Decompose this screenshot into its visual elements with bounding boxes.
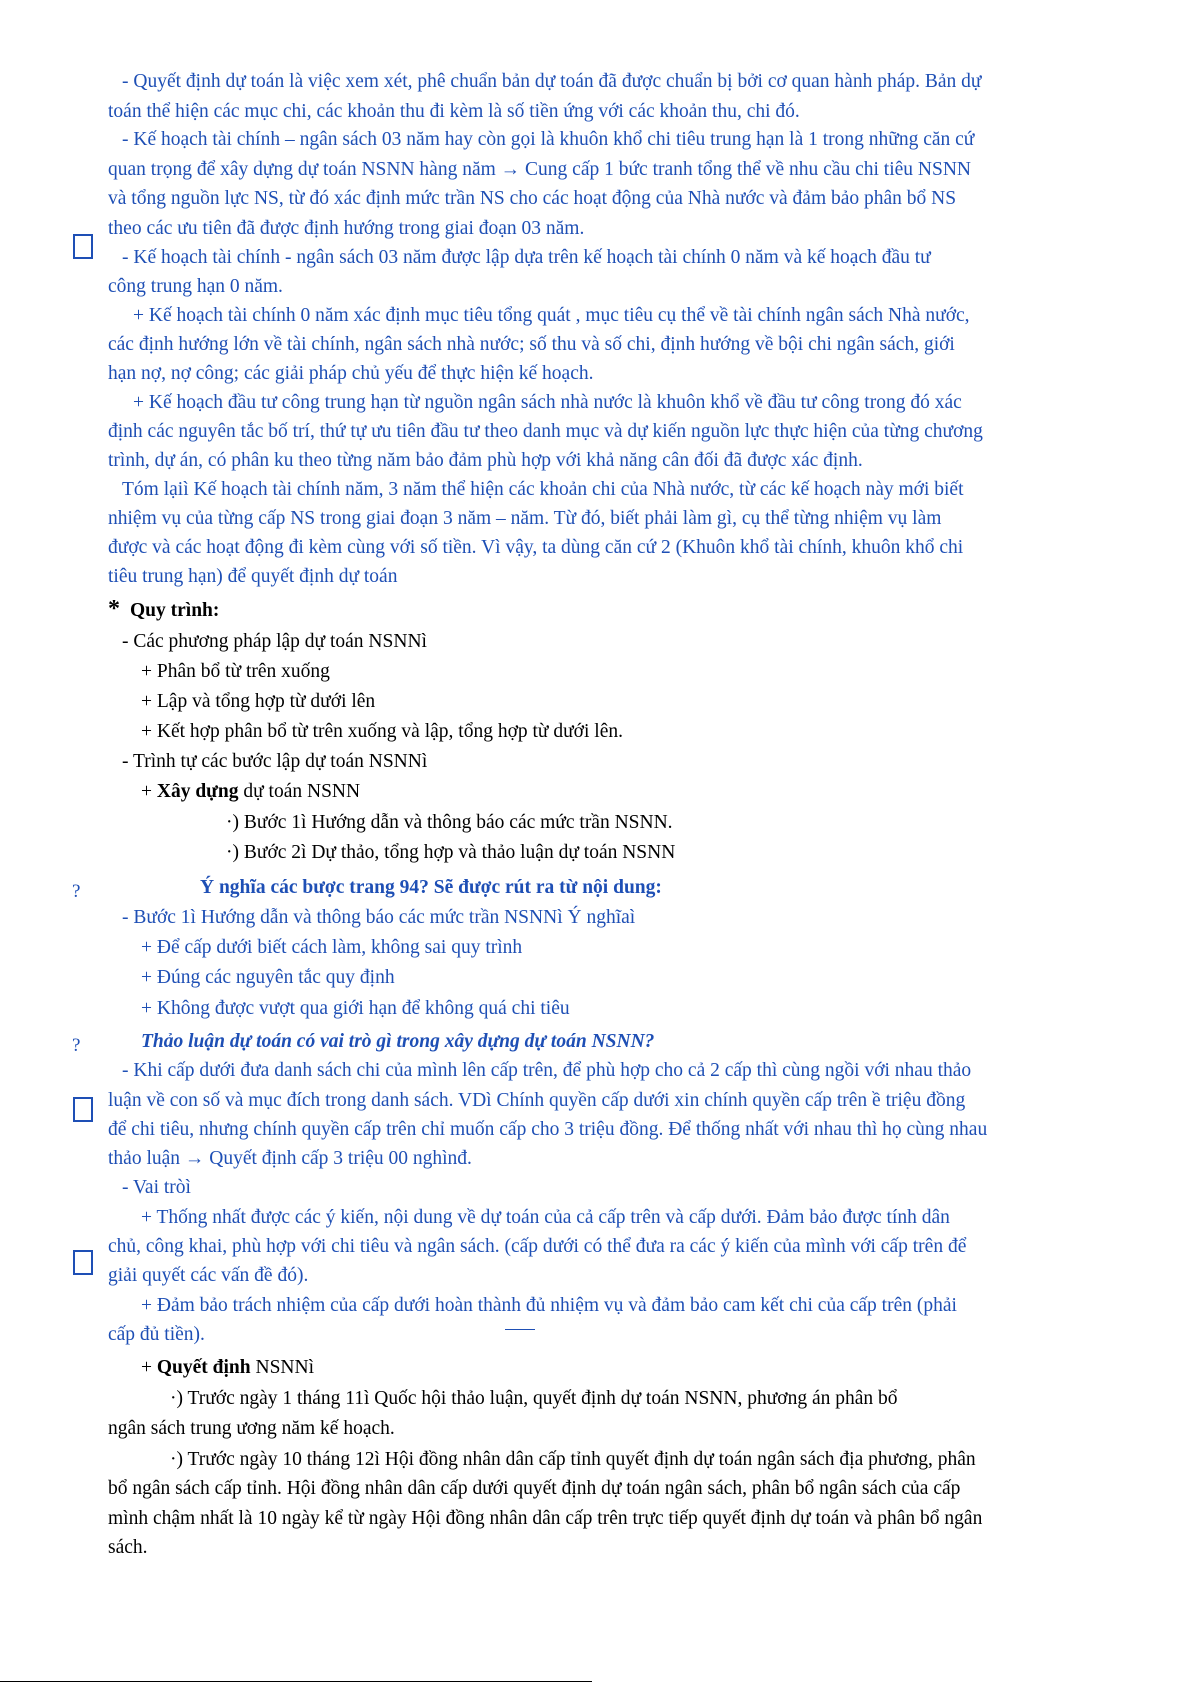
list-item: - Các phương pháp lập dự toán NSNNì (122, 631, 427, 652)
paragraph-line: ·) Trước ngày 10 tháng 12ì Hội đồng nhân dân cấp tỉnh quyết định dự toán ngân sách địa phương, phân (170, 1449, 976, 1470)
paragraph-line: ngân sách trung ương năm kế hoạch. (108, 1418, 395, 1439)
list-item: - Trình tự các bước lập dự toán NSNNì (122, 751, 428, 772)
paragraph-line: nhiệm vụ của từng cấp NS trong giai đoạn 3 năm – năm. Từ đó, biết phải làm gì, cụ thể từng nhiệm vụ làm (108, 508, 942, 529)
paragraph-line: - Bước 1ì Hướng dẫn và thông báo các mức trần NSNNì Ý nghĩaì (122, 907, 636, 928)
paragraph-line: định các nguyên tắc bố trí, thứ tự ưu tiên đầu tư theo danh mục và dự kiến nguồn lực thực hiện của từng chương (108, 421, 983, 442)
question-heading: Ý nghĩa các bược trang 94? Sẽ được rút ra từ nội dung: (200, 877, 662, 898)
paragraph-line: + Để cấp dưới biết cách làm, không sai quy trình (141, 937, 523, 958)
paragraph-line: - Quyết định dự toán là việc xem xét, phê chuẩn bản dự toán đã được chuẩn bị bởi cơ quan hành pháp. Bản dự (122, 71, 982, 92)
paragraph-line: + Kế hoạch đầu tư công trung hạn từ nguồn ngân sách nhà nước là khuôn khổ về đầu tư công trong đó xác (133, 392, 962, 413)
star-bullet: * (108, 596, 120, 622)
paragraph-line: - Kế hoạch tài chính – ngân sách 03 năm hay còn gọi là khuôn khổ chi tiêu trung hạn là 1 trong những căn cứ (122, 129, 975, 150)
paragraph-line: được và các hoạt động đi kèm cùng với số tiền. Vì vậy, ta dùng căn cứ 2 (Khuôn khổ tài chính, khuôn khổ chi (108, 537, 964, 558)
paragraph-line: trình, dự án, có phân ku theo từng năm bảo đảm phù hợp với khả năng cân đối đã được xác định. (108, 450, 863, 471)
paragraph-line: + Đảm bảo trách nhiệm của cấp dưới hoàn thành đủ nhiệm vụ và đảm bảo cam kết chi của cấp trên (phải (141, 1295, 957, 1316)
paragraph-line: để chi tiêu, nhưng chính quyền cấp trên chỉ muốn cấp cho 3 triệu đồng. Để thống nhất với nhau thì họ cùng nhau (108, 1119, 988, 1140)
paragraph-line: toán thể hiện các mục chi, các khoản thu đi kèm là số tiền ứng với các khoản thu, chi đó. (108, 101, 800, 122)
paragraph-line: chủ, công khai, phù hợp với chi tiêu và ngân sách. (cấp dưới có thể đưa ra các ý kiến của mình với cấp trên để (108, 1236, 967, 1257)
square-outline-icon (73, 234, 93, 259)
paragraph-line: và tổng nguồn lực NS, từ đó xác định mức trần NS cho các hoạt động của Nhà nước và đảm bảo phân bổ NS (108, 188, 957, 209)
paragraph-line: công trung hạn 0 năm. (108, 276, 283, 297)
paragraph-line: bổ ngân sách cấp tỉnh. Hội đồng nhân dân cấp dưới quyết định dự toán ngân sách, phân bổ ngân sách của cấp (108, 1478, 961, 1499)
paragraph-line: sách. (108, 1537, 148, 1558)
paragraph-line: giải quyết các vấn đề đó). (108, 1265, 309, 1286)
paragraph-line: mình chậm nhất là 10 ngày kể từ ngày Hội đồng nhân dân cấp trên trực tiếp quyết định dự toán và phân bổ ngân (108, 1508, 983, 1529)
paragraph-line: quan trọng để xây dựng dự toán NSNN hàng năm → Cung cấp 1 bức tranh tổng thể về nhu cầu chi tiêu NSNN (108, 159, 971, 180)
paragraph-line: + Kế hoạch tài chính 0 năm xác định mục tiêu tổng quát , mục tiêu cụ thể về tài chính ngân sách Nhà nước, (133, 305, 970, 326)
paragraph-line: + Đúng các nguyên tắc quy định (141, 967, 395, 988)
paragraph-line: thảo luận → Quyết định cấp 3 triệu 00 nghìnđ. (108, 1148, 472, 1169)
list-item: + Phân bổ từ trên xuống (141, 661, 330, 682)
section-heading: Quy trình: (130, 600, 220, 621)
paragraph-line: luận về con số và mục đích trong danh sách. VDì Chính quyền cấp dưới xin chính quyền cấp trên ề triệu đồng (108, 1090, 966, 1111)
footer-rule (0, 1681, 592, 1682)
paragraph-line: + Không được vượt qua giới hạn để không quá chi tiêu (141, 998, 570, 1019)
paragraph-line: hạn nợ, nợ công; các giải pháp chủ yếu để thực hiện kế hoạch. (108, 363, 594, 384)
paragraph-line: theo các ưu tiên đã được định hướng trong giai đoạn 03 năm. (108, 218, 585, 239)
paragraph-line: ·) Trước ngày 1 tháng 11ì Quốc hội thảo luận, quyết định dự toán NSNN, phương án phân bổ (170, 1388, 898, 1409)
list-item: + Lập và tổng hợp từ dưới lên (141, 691, 376, 712)
paragraph-line: - Vai trò‌ì (122, 1177, 191, 1198)
paragraph-line: + Thống nhất được các ý kiến, nội dung về dự toán của cả cấp trên và cấp dưới. Đảm bảo được tính dân (141, 1207, 950, 1228)
paragraph-line: tiêu trung hạn) để quyết định dự toán (108, 566, 398, 587)
paragraph-line: - Kế hoạch tài chính - ngân sách 03 năm được lập dựa trên kế hoạch tài chính 0 năm và kế hoạch đầu tư (122, 247, 931, 268)
paragraph-line: - Khi cấp dưới đưa danh sách chi của mình lên cấp trên, để phù hợp cho cả 2 cấp thì cùng ngồi với nhau thảo (122, 1060, 972, 1081)
list-item: + Kết hợp phân bổ từ trên xuống và lập, tổng hợp từ dưới lên. (141, 721, 623, 742)
square-outline-icon (73, 1250, 93, 1275)
question-mark-icon: ? (72, 1035, 81, 1056)
list-item: + Xây dựng dự toán NSNN (141, 781, 361, 802)
list-item: ·) Bước 2ì Dự thảo, tổng hợp và thảo luận dự toán NSNN (226, 842, 676, 863)
question-mark-icon: ? (72, 881, 81, 902)
list-item: ·) Bước 1ì Hướng dẫn và thông báo các mức trần NSNN. (226, 812, 673, 833)
question-heading: Thảo luận dự toán có vai trò gì trong xây dựng dự toán NSNN? (141, 1031, 655, 1052)
short-underline (505, 1329, 535, 1330)
paragraph-line: các định hướng lớn về tài chính, ngân sách nhà nước; số thu và số chi, định hướng về bội chi ngân sách, giới (108, 334, 955, 355)
list-item: + Quyết định NSNNì (141, 1357, 315, 1378)
paragraph-line: Tóm lại‌ì Kế hoạch tài chính năm, 3 năm thể hiện các khoản chi của Nhà nước, từ các kế hoạch này mới biết (122, 479, 964, 500)
paragraph-line: cấp đủ tiền). (108, 1324, 205, 1345)
square-outline-icon (73, 1097, 93, 1122)
